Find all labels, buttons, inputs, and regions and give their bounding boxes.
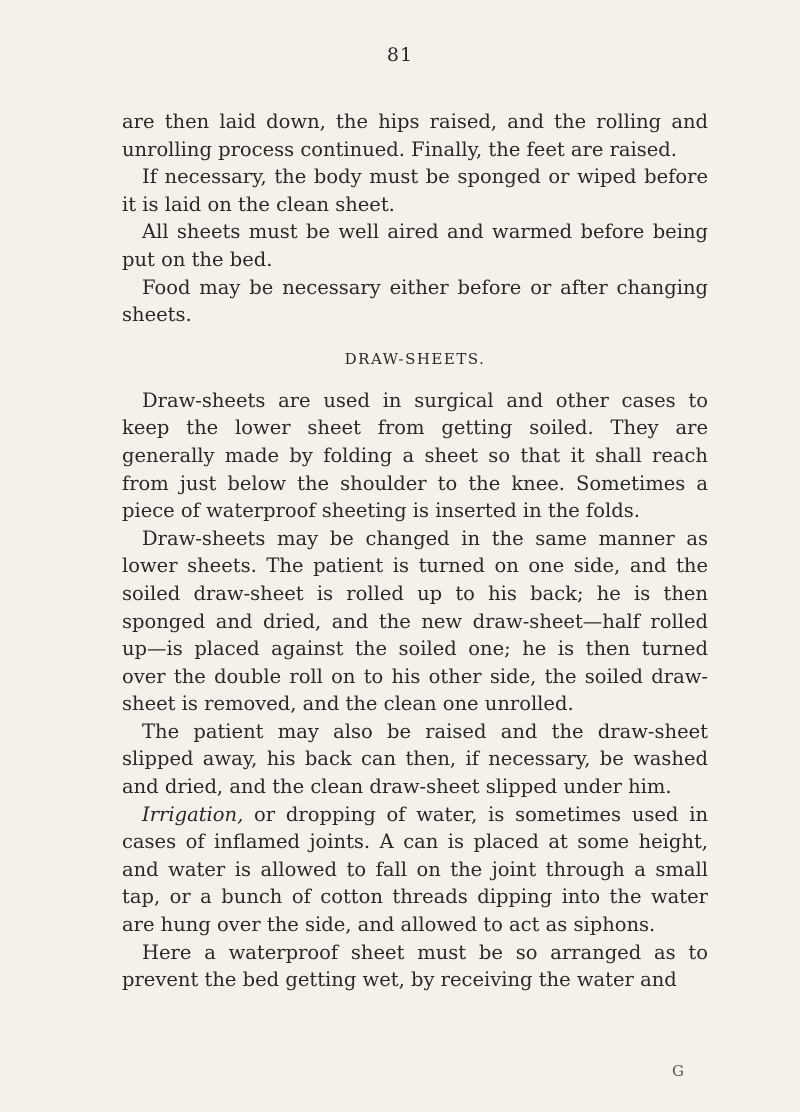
paragraph: Draw-sheets are used in surgical and other cases to keep the lower sheet from getting soiled. They are generally made by folding a sheet so that it shall reach from just below the shoulder to the knee. Sometimes a piece of waterproof sheeting is inserted in the folds. xyxy=(122,388,708,523)
printer-signature-mark: G xyxy=(672,1062,684,1080)
paragraph: Here a waterproof sheet must be so arranged as to prevent the bed getting wet, by receiving the water and xyxy=(122,940,708,992)
paragraph: Draw-sheets may be changed in the same manner as lower sheets. The patient is turned on one side, and the soiled draw-sheet is rolled up to his back; he is then sponged and dried, and the new draw-sheet—half rolled up—is placed against the soiled one; he is then turned over the double roll on to his other side, the soiled draw-sheet is removed, and the clean one unrolled. xyxy=(122,526,708,716)
page-number: 81 xyxy=(386,44,414,66)
paragraph: Food may be necessary either before or after changing sheets. xyxy=(122,275,708,327)
paragraph: All sheets must be well aired and warmed before being put on the bed. xyxy=(122,220,708,271)
paragraph-text: or dropping of water, is sometimes used in cases of inflamed joints. A can is placed at some height, and water is allowed to fall on the joint through a small tap, or a bunch of cotton threads dipping into the water are hung over the side, and allowed to act as siphons. xyxy=(122,802,708,937)
paragraph: The patient may also be raised and the draw-sheet slipped away, his back can then, if necessary, be washed and dried, and the clean draw-sheet slipped under him. xyxy=(122,719,708,799)
paragraph: If necessary, the body must be sponged or wiped before it is laid on the clean sheet. xyxy=(122,165,708,216)
paragraph-irrigation xyxy=(122,801,708,939)
italic-term: Irrigation, xyxy=(142,802,244,826)
paragraph-continuation: are then laid down, the hips raised, and the rolling and unrolling process continued. Finally, the feet are raised. xyxy=(122,110,708,161)
body-text xyxy=(122,108,708,994)
section-heading-draw-sheets: DRAW-SHEETS. xyxy=(344,349,486,368)
